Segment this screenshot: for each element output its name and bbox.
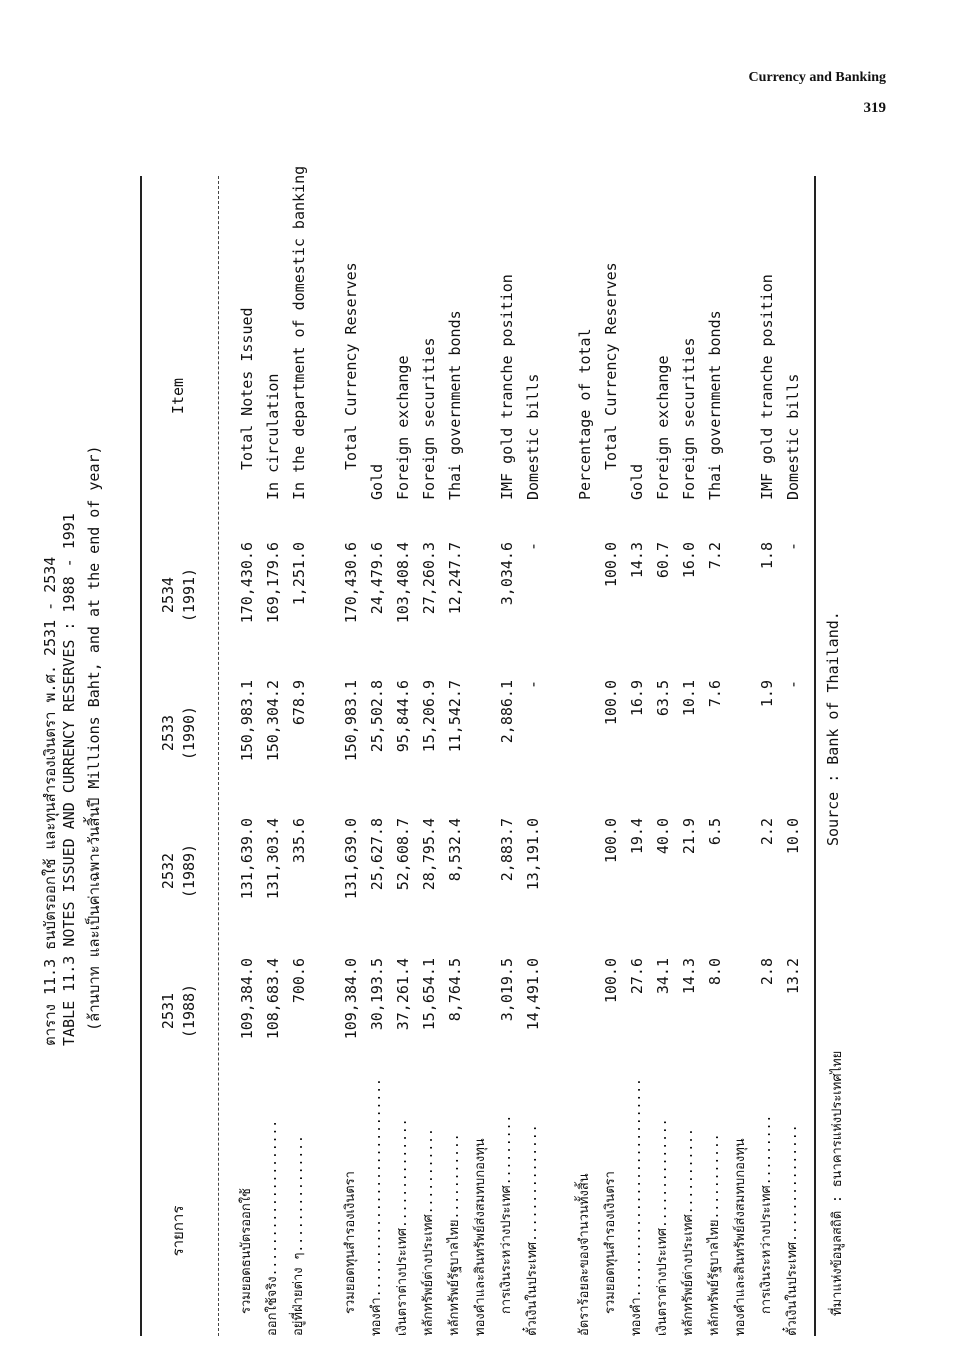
cell-value: 100.0 — [602, 958, 620, 1004]
row-label-english: Foreign securities — [680, 337, 698, 500]
cell-value: 2,886.1 — [498, 680, 516, 744]
column-header-thai-item: รายการ — [169, 1205, 187, 1257]
source-thai: ที่มาแห่งข้อมูลสถิติ : ธนาคารแห่งประเทศไทย — [830, 1050, 845, 1316]
row-label-english: Gold — [628, 463, 646, 500]
row-spacer — [546, 170, 572, 500]
values-1988 — [234, 958, 806, 1078]
row-label-thai: การเงินระหว่างประเทศ......... — [499, 1114, 514, 1314]
row-label-english: Thai government bonds — [446, 310, 464, 500]
cell-value: - — [524, 680, 542, 690]
row-label-thai: หลักทรัพย์ต่างประเทศ........... — [681, 1128, 696, 1336]
cell-value: 16.0 — [680, 542, 698, 579]
cell-value: 63.5 — [654, 680, 672, 717]
row-label-thai: ทองคำและสินทรัพย์ส่งสมทบกองทุน — [733, 1138, 748, 1336]
cell-value: 28,795.4 — [420, 818, 438, 891]
row-label-thai: เงินตราต่างประเทศ.............. — [395, 1118, 410, 1336]
cell-value — [312, 958, 338, 1078]
year-ce: (1990) — [180, 705, 198, 761]
column-header-1991 — [158, 540, 200, 650]
year-be: 2533 — [159, 714, 177, 752]
cell-value: - — [784, 542, 802, 552]
row-label-english: IMF gold tranche position — [758, 274, 776, 500]
cell-value: 150,983.1 — [342, 680, 360, 762]
cell-value: 131,639.0 — [238, 818, 256, 900]
cell-value: 7.6 — [706, 680, 724, 708]
cell-value: 170,430.6 — [342, 542, 360, 624]
cell-value — [572, 818, 598, 938]
cell-value: 30,193.5 — [368, 958, 386, 1031]
cell-value: 2.8 — [758, 958, 776, 986]
page-number: 319 — [863, 100, 886, 116]
cell-value: 27,260.3 — [420, 542, 438, 615]
cell-value — [468, 542, 494, 662]
cell-value — [728, 958, 754, 1078]
row-label-english: Total Currency Reserves — [342, 262, 360, 470]
cell-value: 14.3 — [680, 958, 698, 995]
row-label-english: In circulation — [264, 373, 282, 500]
cell-value — [572, 958, 598, 1078]
cell-value — [572, 680, 598, 800]
cell-value: 15,654.1 — [420, 958, 438, 1031]
cell-value: 37,261.4 — [394, 958, 412, 1031]
cell-value: 34.1 — [654, 958, 672, 995]
cell-value — [312, 818, 338, 938]
source-english: Source : Bank of Thailand. — [824, 611, 842, 846]
cell-value: - — [784, 680, 802, 690]
year-be: 2534 — [159, 576, 177, 614]
cell-value: 1.8 — [758, 542, 776, 570]
year-be: 2531 — [159, 992, 177, 1030]
thai-item-column — [234, 1078, 806, 1336]
row-label-english: Total Currency Reserves — [602, 262, 620, 470]
cell-value: 8,764.5 — [446, 958, 464, 1022]
row-label-thai: ทองคำ............................ — [629, 1078, 644, 1336]
row-label-thai: หลักทรัพย์ต่างประเทศ........... — [421, 1128, 436, 1336]
row-label-thai: อยู่ที่ฝ่ายต่าง ๆ............... — [291, 1135, 306, 1336]
cell-value: 13.2 — [784, 958, 802, 995]
cell-value: 169,179.6 — [264, 542, 282, 624]
cell-value: 14.3 — [628, 542, 646, 579]
running-header-section: Currency and Banking — [748, 70, 886, 85]
cell-value: 1,251.0 — [290, 542, 308, 606]
values-1989 — [234, 818, 806, 938]
row-label-english: Percentage of total — [576, 328, 594, 500]
cell-value: 2.2 — [758, 818, 776, 846]
cell-value: 131,303.4 — [264, 818, 282, 900]
cell-value — [468, 958, 494, 1078]
cell-value: 15,206.9 — [420, 680, 438, 753]
cell-value — [468, 680, 494, 800]
cell-value: 13,191.0 — [524, 818, 542, 891]
cell-value: 16.9 — [628, 680, 646, 717]
table-unit-note: (ล้านบาท และเป็นค่าเฉพาะวันสิ้นปี Millions Baht, and at the end of year) — [85, 445, 103, 1031]
cell-value: 3,034.6 — [498, 542, 516, 606]
cell-value — [468, 818, 494, 938]
cell-value: 25,502.8 — [368, 680, 386, 753]
row-label-thai: ตั๋วเงินในประเทศ............... — [525, 1124, 540, 1336]
cell-value — [546, 958, 572, 1078]
cell-value: 21.9 — [680, 818, 698, 855]
table-title-english: TABLE 11.3 NOTES ISSUED AND CURRENCY RESERVES : 1988 - 1991 — [60, 513, 78, 1046]
row-label-thai: รวมยอดทุนสำรองเงินตรา — [603, 1171, 618, 1314]
cell-value: 24,479.6 — [368, 542, 386, 615]
cell-value: 19.4 — [628, 818, 646, 855]
cell-value — [546, 542, 572, 662]
row-label-thai: รวมยอดทุนสำรองเงินตรา — [343, 1171, 358, 1314]
row-spacer — [546, 1096, 572, 1336]
year-ce: (1991) — [180, 567, 198, 623]
cell-value: 25,627.8 — [368, 818, 386, 891]
cell-value: 100.0 — [602, 542, 620, 588]
cell-value: 10.0 — [784, 818, 802, 855]
cell-value: 8.0 — [706, 958, 724, 986]
table-top-rule — [140, 176, 142, 1336]
cell-value — [572, 542, 598, 662]
row-label-thai: ตั๋วเงินในประเทศ............... — [785, 1124, 800, 1336]
column-header-1988 — [158, 956, 200, 1066]
row-label-english: Domestic bills — [524, 373, 542, 500]
row-label-thai: หลักทรัพย์รัฐบาลไทย........... — [447, 1133, 462, 1336]
cell-value: 60.7 — [654, 542, 672, 579]
cell-value: 335.6 — [290, 818, 308, 864]
row-spacer — [728, 170, 754, 500]
values-1991 — [234, 542, 806, 662]
row-label-english: Foreign exchange — [654, 355, 672, 500]
cell-value: 11,542.7 — [446, 680, 464, 753]
column-header-english-item: Item — [169, 377, 187, 415]
row-label-english: Gold — [368, 463, 386, 500]
cell-value: 170,430.6 — [238, 542, 256, 624]
row-label-english: Foreign securities — [420, 337, 438, 500]
cell-value — [728, 542, 754, 662]
cell-value: 27.6 — [628, 958, 646, 995]
column-header-1990 — [158, 678, 200, 788]
row-spacer — [468, 170, 494, 500]
cell-value: 100.0 — [602, 818, 620, 864]
cell-value — [728, 680, 754, 800]
row-label-thai: ทองคำ............................ — [369, 1078, 384, 1336]
cell-value: 109,384.0 — [238, 958, 256, 1040]
cell-value: 150,304.2 — [264, 680, 282, 762]
cell-value — [312, 542, 338, 662]
cell-value: 678.9 — [290, 680, 308, 726]
cell-value: 12,247.7 — [446, 542, 464, 615]
english-item-column — [234, 165, 806, 500]
cell-value: 10.1 — [680, 680, 698, 717]
cell-value: 40.0 — [654, 818, 672, 855]
row-label-english: Foreign exchange — [394, 355, 412, 500]
table-title-thai: ตาราง 11.3 ธนบัตรออกใช้ และทุนสำรองเงินตรา พ.ศ. 2531 - 2534 — [41, 556, 59, 1046]
cell-value: - — [524, 542, 542, 552]
cell-value — [546, 680, 572, 800]
cell-value: 3,019.5 — [498, 958, 516, 1022]
cell-value: 150,983.1 — [238, 680, 256, 762]
cell-value — [312, 680, 338, 800]
cell-value: 100.0 — [602, 680, 620, 726]
cell-value: 131,639.0 — [342, 818, 360, 900]
year-ce: (1988) — [180, 983, 198, 1039]
row-label-thai: หลักทรัพย์รัฐบาลไทย........... — [707, 1133, 722, 1336]
year-ce: (1989) — [180, 843, 198, 899]
row-label-thai: ทองคำและสินทรัพย์ส่งสมทบกองทุน — [473, 1138, 488, 1336]
values-1990 — [234, 680, 806, 800]
row-spacer — [312, 1096, 338, 1336]
cell-value: 109,384.0 — [342, 958, 360, 1040]
year-be: 2532 — [159, 852, 177, 890]
row-label-thai: การเงินระหว่างประเทศ......... — [759, 1114, 774, 1314]
row-label-english: Thai government bonds — [706, 310, 724, 500]
column-header-1989 — [158, 816, 200, 926]
cell-value: 52,608.7 — [394, 818, 412, 891]
row-label-thai: อัตราร้อยละของจำนวนทั้งสิ้น — [577, 1173, 592, 1336]
cell-value: 1.9 — [758, 680, 776, 708]
cell-value — [546, 818, 572, 938]
cell-value: 700.6 — [290, 958, 308, 1004]
cell-value: 14,491.0 — [524, 958, 542, 1031]
table-bottom-rule — [814, 176, 816, 1336]
header-rule — [218, 176, 219, 1336]
cell-value: 7.2 — [706, 542, 724, 570]
cell-value: 8,532.4 — [446, 818, 464, 882]
cell-value: 2,883.7 — [498, 818, 516, 882]
cell-value: 108,683.4 — [264, 958, 282, 1040]
row-label-english: IMF gold tranche position — [498, 274, 516, 500]
cell-value: 6.5 — [706, 818, 724, 846]
cell-value — [728, 818, 754, 938]
row-label-thai: ออกใช้จริง.................... — [265, 1119, 280, 1336]
row-label-thai: เงินตราต่างประเทศ.............. — [655, 1118, 670, 1336]
cell-value: 95,844.6 — [394, 680, 412, 753]
rotated-table-page — [41, 116, 845, 1336]
cell-value: 103,408.4 — [394, 542, 412, 624]
row-label-english: In the department of domestic banking — [290, 165, 308, 500]
row-label-english: Total Notes Issued — [238, 307, 256, 470]
row-label-english: Domestic bills — [784, 373, 802, 500]
row-label-thai: รวมยอดธนบัตรออกใช้ — [239, 1188, 254, 1314]
row-spacer — [312, 170, 338, 500]
